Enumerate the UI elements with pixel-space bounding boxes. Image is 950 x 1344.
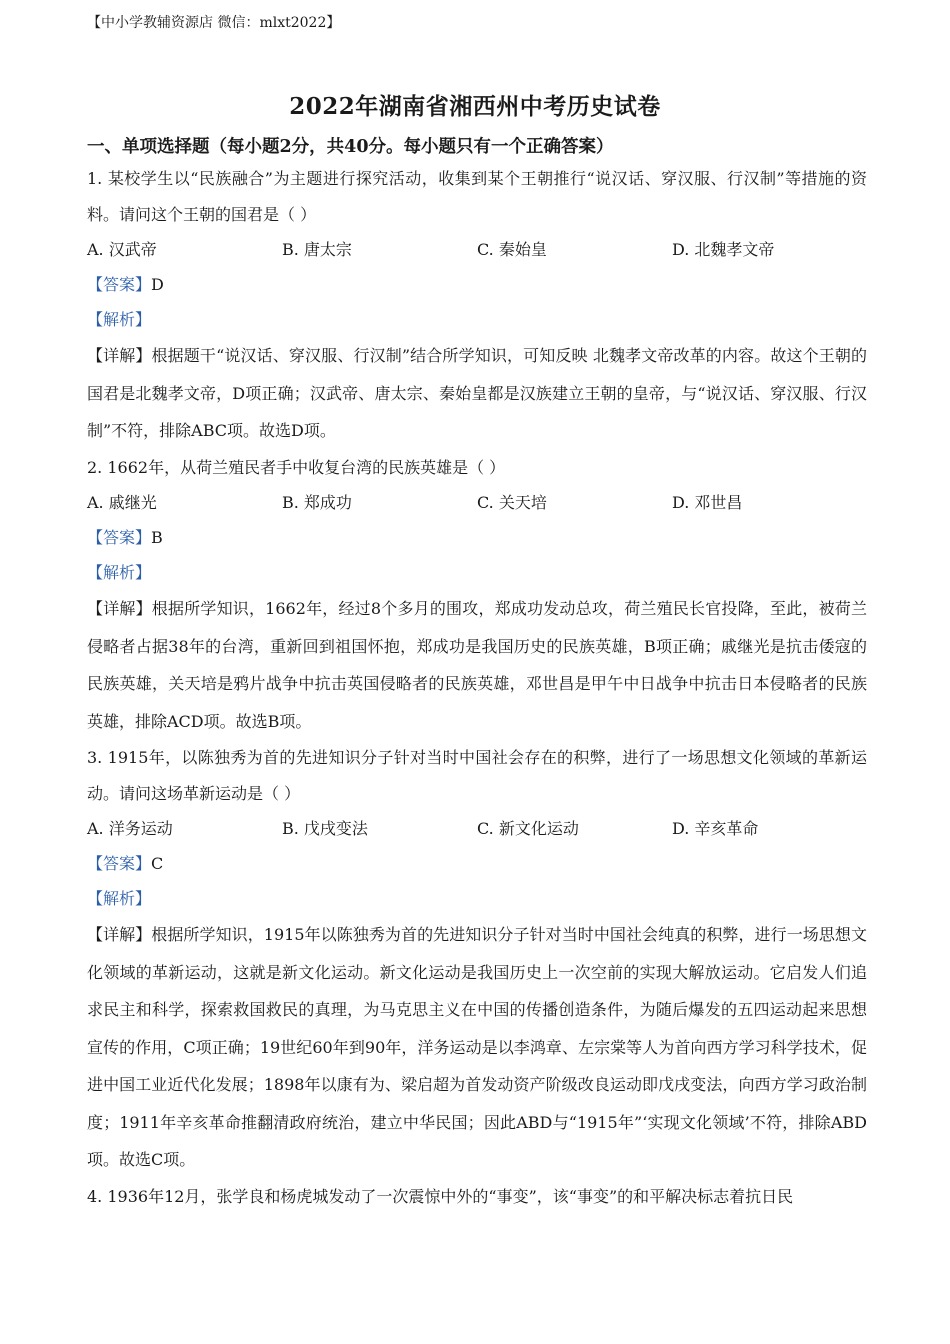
question-options (87, 485, 867, 520)
option-a: A. 戚继光 (87, 493, 157, 512)
question-stem: 1. 某校学生以“民族融合”为主题进行探究活动，收集到某个王朝推行“说汉话、穿汉服、行汉制”等措施的资料。请问这个王朝的国君是（ ） (87, 169, 867, 224)
answer-line (87, 267, 867, 302)
analysis-tag: 【解析】 (87, 563, 152, 582)
header-note: 【中小学教辅资源店 微信：mlxt2022】 (87, 15, 341, 31)
answer-value: D (151, 275, 164, 294)
question-stem: 4. 1936年12月，张学良和杨虎城发动了一次震惊中外的“事变”，该“事变”的和平解决标志着抗日民 (87, 1186, 794, 1206)
option-c: C. 关天培 (477, 493, 547, 512)
answer-tag: 【答案】 (87, 528, 152, 547)
analysis-tag: 【解析】 (87, 889, 152, 908)
page-title: 2022年湖南省湘西州中考历史试卷 (289, 93, 661, 120)
option-d: D. 北魏孝文帝 (672, 240, 775, 259)
question-stem: 3. 1915年，以陈独秀为首的先进知识分子针对当时中国社会存在的积弊，进行了一场思想文化领域的革新运动。请问这场革新运动是（ ） (87, 748, 867, 803)
document-body (87, 133, 867, 1214)
answer-value: B (151, 528, 163, 547)
section-heading: 一、单项选择题（每小题2分，共40分。每小题只有一个正确答案） (87, 137, 614, 157)
question-options (87, 232, 867, 267)
answer-value: C (151, 854, 164, 873)
option-c: C. 秦始皇 (477, 240, 547, 259)
detail-paragraph: 【详解】根据所学知识，1915年以陈独秀为首的先进知识分子针对当时中国社会纯真的积弊，进行一场思想文化领域的革新运动，这就是新文化运动。新文化运动是我国历史上一次空前的实现大解放运动。它启发人们追求民主和科学，探索救国救民的真理，为马克思主义在中国的传播创造条件，为随后爆发的五四运动起来思想宣传的作用，C项正确；19世纪60年到90年，洋务运动是以李鸿章、左宗棠等人为首向西方学习科学技术，促进中国工业近代化发展；1898年以康有为、梁启超为首发动资产阶级改良运动即戊戌变法，向西方学习政治制度；1911年辛亥革命推翻清政府统治，建立中华民国；因此ABD与“1915年”‘实现文化领域’不符，排除ABD项。故选C项。 (87, 925, 867, 1169)
answer-line (87, 520, 867, 555)
option-c: C. 新文化运动 (477, 819, 579, 838)
question-options (87, 811, 867, 846)
answer-line (87, 846, 867, 881)
option-b: B. 唐太宗 (282, 240, 352, 259)
analysis-tag: 【解析】 (87, 310, 152, 329)
answer-tag: 【答案】 (87, 854, 152, 873)
option-a: A. 洋务运动 (87, 819, 173, 838)
option-b: B. 郑成功 (282, 493, 352, 512)
option-a: A. 汉武帝 (87, 240, 157, 259)
option-b: B. 戊戌变法 (282, 819, 368, 838)
detail-paragraph: 【详解】根据所学知识，1662年，经过8个多月的围攻，郑成功发动总攻，荷兰殖民长官投降，至此，被荷兰侵略者占据38年的台湾，重新回到祖国怀抱，郑成功是我国历史的民族英雄，B项正确；戚继光是抗击倭寇的民族英雄，关天培是鸦片战争中抗击英国侵略者的民族英雄，邓世昌是甲午中日战争中抗击日本侵略者的民族英雄，排除ACD项。故选B项。 (87, 599, 867, 731)
detail-paragraph: 【详解】根据题干“说汉话、穿汉服、行汉制”结合所学知识，可知反映 北魏孝文帝改革的内容。故这个王朝的国君是北魏孝文帝，D项正确；汉武帝、唐太宗、秦始皇都是汉族建立王朝的皇帝，与“说汉话、穿汉服、行汉制”不符，排除ABC项。故选D项。 (87, 346, 867, 440)
answer-tag: 【答案】 (87, 275, 152, 294)
question-stem: 2. 1662年，从荷兰殖民者手中收复台湾的民族英雄是（ ） (87, 457, 506, 477)
option-d: D. 邓世昌 (672, 493, 743, 512)
option-d: D. 辛亥革命 (672, 819, 759, 838)
